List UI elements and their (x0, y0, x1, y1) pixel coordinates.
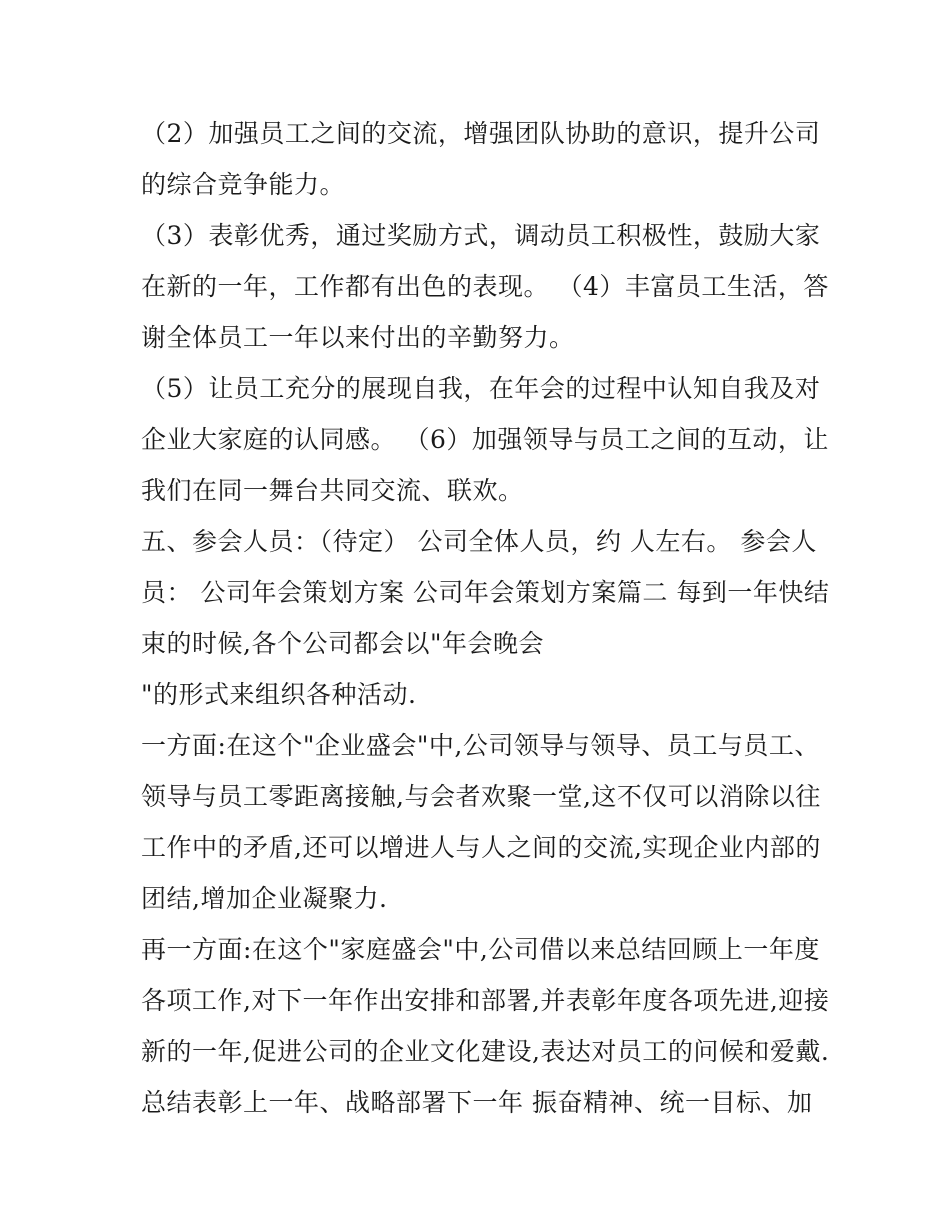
text-line: 谢全体员工一年以来付出的辛勤努力。 (141, 323, 575, 352)
document-body (141, 108, 841, 1128)
text-line: 的综合竞争能力。 (141, 170, 346, 199)
text-line: 五、参会人员：（待定） 公司全体人员，约 人左右。 参会人 (141, 527, 817, 556)
text-line: "的形式来组织各种活动. (141, 680, 417, 709)
text-line: 再一方面:在这个"家庭盛会"中,公司借以来总结回顾上一年度 (141, 935, 820, 964)
text-line: （2）加强员工之间的交流，增强团队协助的意识，提升公司 (141, 119, 821, 148)
text-line: （3）表彰优秀，通过奖励方式，调动员工积极性，鼓励大家 (141, 221, 821, 250)
text-line: 员： 公司年会策划方案 公司年会策划方案篇二 每到一年快结 (141, 578, 830, 607)
text-line: 我们在同一舞台共同交流、联欢。 (141, 476, 524, 505)
text-line: 总结表彰上一年、战略部署下一年 振奋精神、统一目标、加 (141, 1088, 813, 1117)
text-line: 企业大家庭的认同感。 （6）加强领导与员工之间的互动，让 (141, 425, 829, 454)
text-line: 各项工作,对下一年作出安排和部署,并表彰年度各项先进,迎接 (141, 986, 830, 1015)
text-line: （5）让员工充分的展现自我，在年会的过程中认知自我及对 (141, 374, 821, 403)
text-line: 束的时候,各个公司都会以"年会晚会 (141, 629, 544, 658)
text-line: 一方面:在这个"企业盛会"中,公司领导与领导、员工与员工、 (141, 731, 820, 760)
text-line: 工作中的矛盾,还可以增进人与人之间的交流,实现企业内部的 (141, 833, 821, 862)
text-line: 领导与员工零距离接触,与会者欢聚一堂,这不仅可以消除以往 (141, 782, 821, 811)
text-line: 团结,增加企业凝聚力. (141, 884, 388, 913)
text-line: 新的一年,促进公司的企业文化建设,表达对员工的问候和爱戴. (141, 1037, 830, 1066)
text-line: 在新的一年，工作都有出色的表现。 （4）丰富员工生活，答 (141, 272, 829, 301)
